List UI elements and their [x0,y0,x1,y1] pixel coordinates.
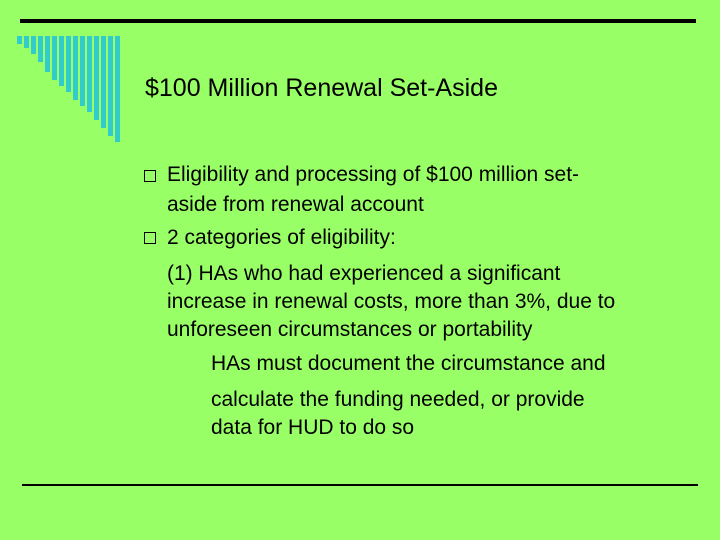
decorative-bars [0,0,130,150]
subpoint-line-2: calculate the funding needed, or provide [211,388,585,411]
subpoint-line-1: HAs must document the circumstance and [211,352,606,375]
bullet-2-line-1: 2 categories of eligibility: [167,226,396,249]
bullet-2-line-3: increase in renewal costs, more than 3%, due to [167,290,616,313]
bullet-marker [144,232,156,244]
bullet-2-line-2: (1) HAs who had experienced a significant [167,262,561,285]
bullet-1-line-2: aside from renewal account [167,193,424,216]
bottom-rule [22,484,698,486]
bullet-marker [144,170,156,182]
bullet-1-line-1: Eligibility and processing of $100 million set- [167,163,580,186]
bullet-2-line-4: unforeseen circumstances or portability [167,318,533,341]
subpoint-line-3: data for HUD to do so [211,416,415,439]
slide-title: $100 Million Renewal Set-Aside [145,74,498,102]
